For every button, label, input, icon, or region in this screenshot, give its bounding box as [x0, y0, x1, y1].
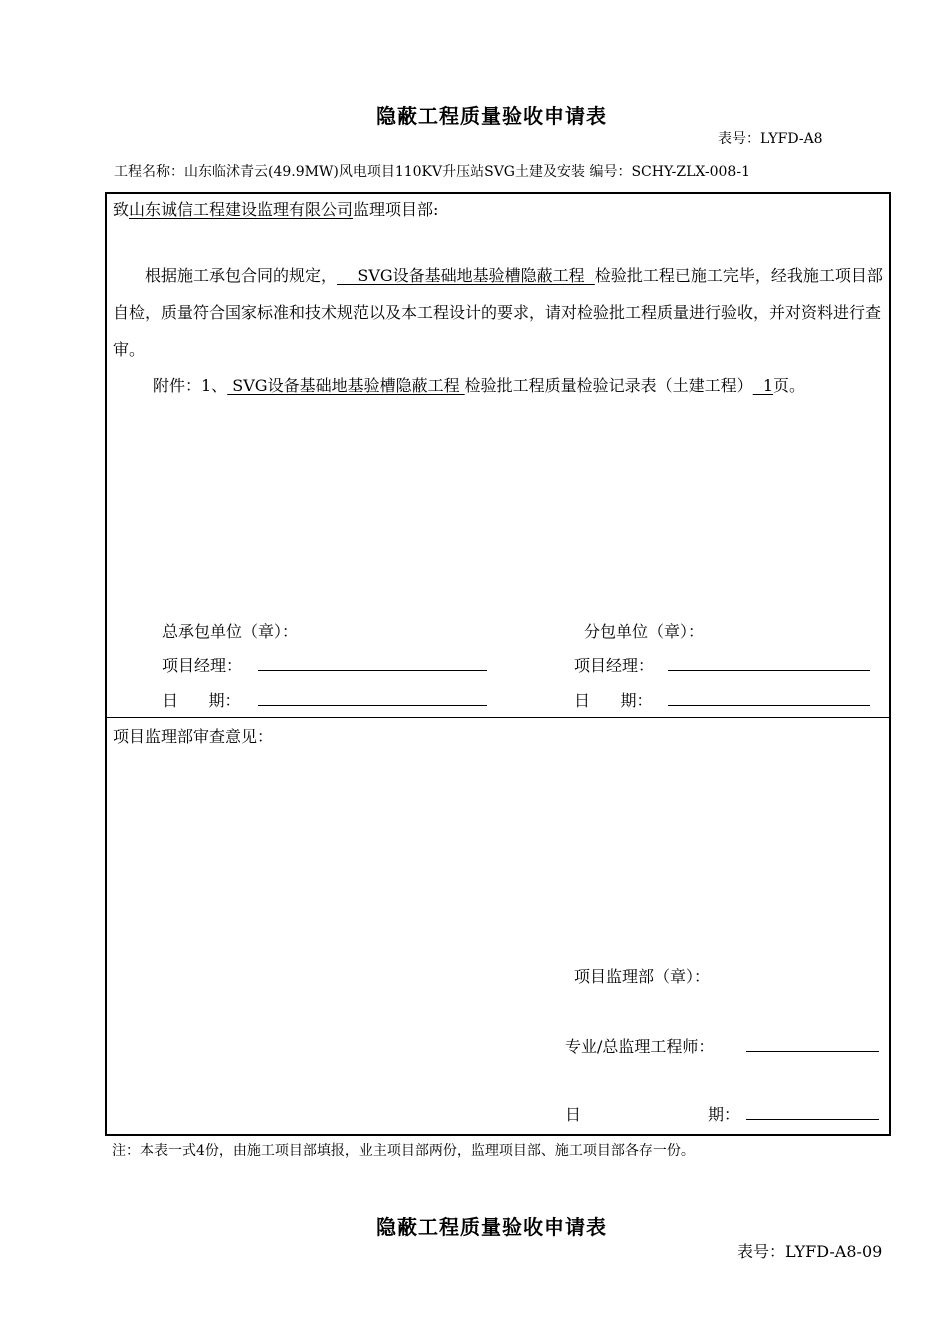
- contractor-manager-label: 项目经理：: [162, 656, 243, 675]
- chief-engineer-label: 专业/总监理工程师：: [565, 1037, 715, 1056]
- form-title: 隐蔽工程质量验收申请表: [376, 104, 607, 128]
- contractor-date-label: 日 期：: [162, 691, 241, 710]
- to-prefix: 致: [113, 200, 130, 219]
- supervisor-company: 山东诚信工程建设监理有限公司: [129, 200, 354, 219]
- project-label: 工程名称：: [114, 164, 184, 180]
- sub-manager-label: 项目经理：: [574, 656, 655, 675]
- attach-suffix: 页。: [773, 376, 806, 395]
- supervision-seal-label: 项目监理部（章）：: [574, 967, 711, 986]
- sub-date-label: 日 期：: [574, 691, 653, 710]
- application-body: [113, 257, 885, 368]
- review-date-period-label: 期：: [708, 1105, 741, 1124]
- addressee-line: [113, 197, 438, 220]
- body-continuation: 检验批工程已施工完毕，经我施工项目部自检，质量符合国家标准和技术规范以及本工程设计的要求，请对检验批工程质量进行验收，并对资料进行查审。: [113, 266, 883, 359]
- sub-date-line[interactable]: [668, 705, 870, 706]
- attach-prefix: 附件：1、: [153, 376, 228, 395]
- body-intro: 根据施工承包合同的规定，: [145, 266, 338, 285]
- contractor-date-line[interactable]: [258, 705, 487, 706]
- attach-item: SVG设备基础地基验槽隐蔽工程: [227, 376, 465, 395]
- form-number: 表号：LYFD-A8: [718, 131, 823, 147]
- review-date-day-label: 日: [565, 1105, 582, 1124]
- section-divider: [105, 717, 891, 718]
- subcontractor-seal-label: 分包单位（章）：: [584, 622, 705, 641]
- next-form-number: 表号：LYFD-A8-09: [737, 1242, 883, 1261]
- serial-number: SCHY-ZLX-008-1: [631, 164, 750, 180]
- sub-manager-line[interactable]: [668, 670, 870, 671]
- attach-mid: 检验批工程质量检验记录表（土建工程）: [464, 376, 753, 395]
- to-suffix: 监理项目部:: [353, 200, 439, 219]
- body-project-name: SVG设备基础地基验槽隐蔽工程: [337, 266, 595, 285]
- serial-label: 编号：: [589, 164, 632, 180]
- attach-pages: 1: [752, 376, 774, 395]
- form-note: 注：本表一式4份，由施工项目部填报，业主项目部两份，监理项目部、施工项目部各存一份。: [112, 1143, 695, 1159]
- review-opinion-label: 项目监理部审查意见：: [113, 727, 274, 746]
- chief-engineer-line[interactable]: [746, 1051, 879, 1052]
- next-form-title: 隐蔽工程质量验收申请表: [376, 1215, 607, 1239]
- attachment-line: [113, 367, 885, 404]
- contractor-manager-line[interactable]: [258, 670, 487, 671]
- project-info-line: [114, 161, 750, 181]
- project-name: 山东临沭青云(49.9MW)风电项目110KV升压站SVG土建及安装: [184, 164, 585, 180]
- review-date-line[interactable]: [746, 1119, 879, 1120]
- contractor-seal-label: 总承包单位（章）：: [162, 622, 299, 641]
